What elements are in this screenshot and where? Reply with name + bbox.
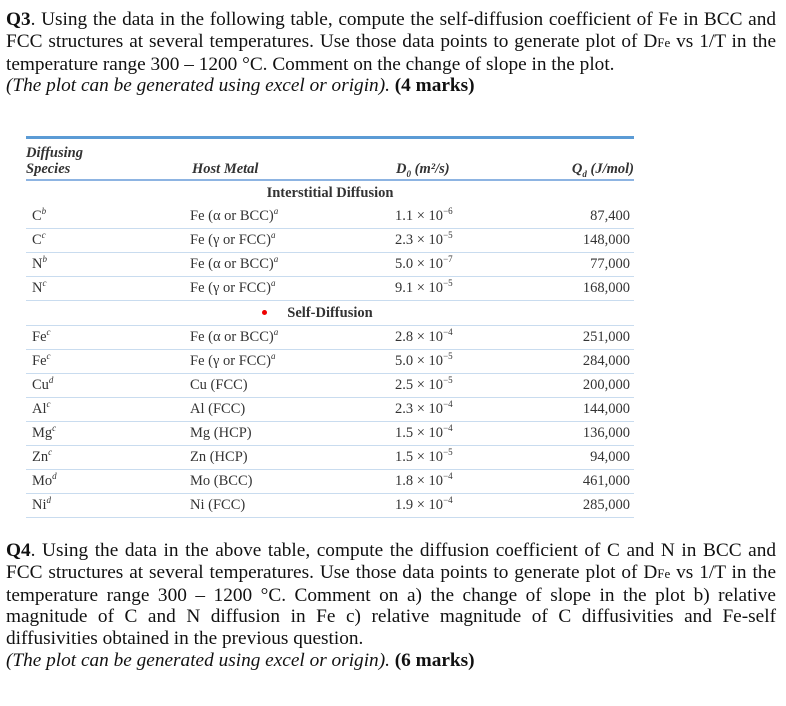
cell-species: $N^b$ (32, 254, 47, 272)
cell-d0: $2.5 \times 10^{-5}$ (395, 375, 453, 393)
cell-host: Mo (BCC) (190, 473, 253, 489)
cell-qd: 94,000 (590, 449, 630, 465)
table-row (26, 277, 634, 301)
cell-host: Fe (α or BCC)$^a$ (190, 327, 279, 345)
cell-species: Zn$^c$ (32, 447, 53, 465)
cell-d0: $1.5 \times 10^{-4}$ (395, 423, 453, 441)
cell-d0: $1.5 \times 10^{-5}$ (395, 447, 453, 465)
cell-species: Mo$^d$ (32, 471, 57, 489)
cell-species: Fe$^c$ (32, 327, 51, 345)
table-row (26, 374, 634, 398)
cell-qd: 285,000 (582, 497, 630, 513)
table-row (26, 494, 634, 518)
cell-qd: 87,400 (590, 208, 630, 224)
q3-note: (The plot can be generated using excel or origin). (6, 75, 390, 97)
section-heading: Interstitial Diffusion (266, 185, 394, 201)
header-species: Diffusing Species (26, 145, 83, 177)
table-row (26, 470, 634, 494)
cell-host: Zn (HCP) (190, 449, 248, 465)
q4-marks: (6 marks) (394, 649, 475, 671)
cell-d0: $2.3 \times 10^{-5}$ (395, 230, 453, 248)
header-host: Host Metal (192, 161, 259, 177)
cell-qd: 200,000 (582, 377, 630, 393)
cell-host: Cu (FCC) (190, 377, 248, 393)
cell-qd: 136,000 (582, 425, 630, 441)
cell-species: Al$^c$ (32, 399, 51, 417)
table-row (26, 422, 634, 446)
cell-host: Ni (FCC) (190, 497, 246, 513)
cell-species: $C^c$ (32, 230, 46, 248)
table-row (26, 326, 634, 350)
cell-species: Cu$^d$ (32, 375, 54, 393)
cell-host: Fe (α or BCC)$^a$ (190, 206, 279, 224)
question-4: Q4. Using the data in the above table, compute the diffusion coefficient of C and N in BCC and FCC structures at several temperatures. Use those data points to generate plot of DFe vs 1/T in the temperature range 300 – 1200 °C. Comment on a) the change of slope in the plot b) relative magnitude of C and N diffusion in Fe c) relative magnitude of C diffusivities and Fe-self diffusivities obtained in the previous question. (The plot can be generated using excel or origin). (6 marks) (6, 540, 777, 671)
red-dot-marker (262, 310, 267, 315)
q4-label: Q4 (6, 540, 31, 561)
cell-qd: 148,000 (582, 232, 630, 248)
cell-d0: $5.0 \times 10^{-7}$ (395, 254, 453, 272)
cell-d0: $2.3 \times 10^{-4}$ (395, 399, 453, 417)
table-row (26, 446, 634, 470)
cell-d0: $1.9 \times 10^{-4}$ (395, 495, 453, 513)
table-row (26, 229, 634, 253)
cell-species: $N^c$ (32, 278, 47, 296)
question-3: Q3. Using the data in the following table, compute the self-diffusion coefficient of Fe in BCC and FCC structures at several temperatures. Use those data points to generate plot of DFe vs 1/T in the temperature range 300 – 1200 °C. Comment on the change of slope in the plot. (The plot can be generated using excel or origin). (4 marks) (6, 9, 777, 97)
header-qd: $Q_d$ (J/mol) (571, 161, 634, 179)
cell-species: Ni$^d$ (32, 495, 51, 513)
header-d0: $D_0$ (m²/s) (396, 161, 450, 179)
cell-host: Fe (α or BCC)$^a$ (190, 254, 279, 272)
table-row (26, 398, 634, 422)
cell-qd: 168,000 (582, 280, 630, 296)
cell-host: Fe (γ or FCC)$^a$ (190, 278, 276, 296)
cell-d0: $1.8 \times 10^{-4}$ (395, 471, 453, 489)
cell-species: Mg$^c$ (32, 423, 57, 441)
cell-qd: 461,000 (582, 473, 630, 489)
cell-d0: $5.0 \times 10^{-5}$ (395, 351, 453, 369)
cell-species: Fe$^c$ (32, 351, 51, 369)
cell-qd: 144,000 (582, 401, 630, 417)
q3-label: Q3 (6, 9, 31, 30)
table-row (26, 350, 634, 374)
section-heading: Self-Diffusion (26, 301, 634, 326)
q4-note: (The plot can be generated using excel or origin). (6, 649, 390, 671)
cell-host: Mg (HCP) (190, 425, 252, 441)
cell-species: $C^b$ (32, 206, 47, 224)
q3-marks: (4 marks) (394, 75, 475, 97)
diffusion-data-table (26, 136, 634, 518)
cell-host: Al (FCC) (190, 401, 246, 417)
cell-host: Fe (γ or FCC)$^a$ (190, 230, 276, 248)
cell-host: Fe (γ or FCC)$^a$ (190, 351, 276, 369)
cell-d0: $2.8 \times 10^{-4}$ (395, 327, 453, 345)
table-row (26, 205, 634, 229)
cell-d0: $1.1 \times 10^{-6}$ (395, 206, 453, 224)
table-row (26, 253, 634, 277)
cell-d0: $9.1 \times 10^{-5}$ (395, 278, 453, 296)
cell-qd: 284,000 (582, 353, 630, 369)
cell-qd: 251,000 (582, 329, 630, 345)
table-header (26, 139, 634, 181)
cell-qd: 77,000 (590, 256, 630, 272)
